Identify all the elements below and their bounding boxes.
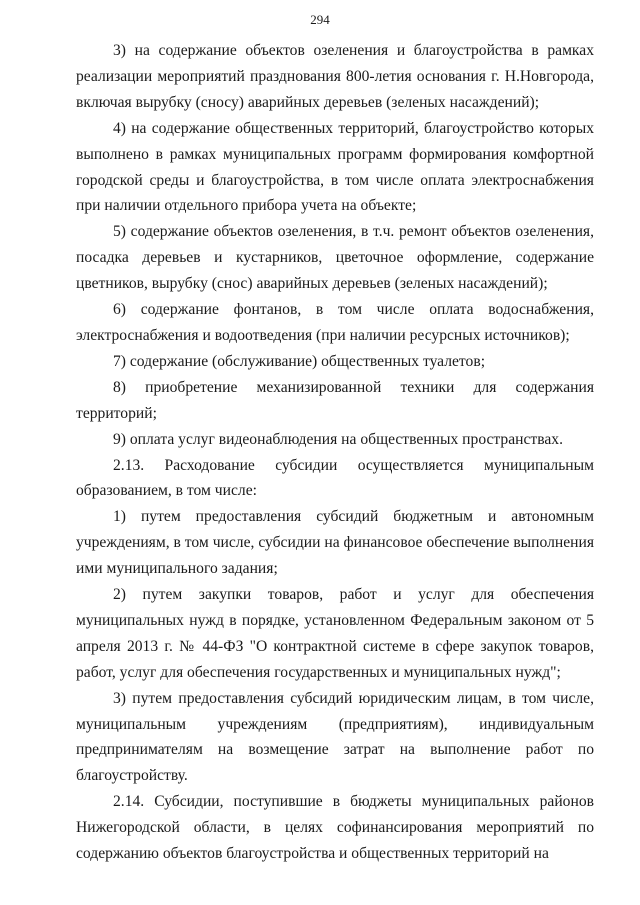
paragraph-item-3: 3) на содержание объектов озеленения и благоустройства в рамках реализации мероприятий празднования 800-летия основания г. Н.Новгорода, включая вырубку (сносу) аварийных деревьев (зеленых насаждений); (76, 42, 594, 111)
paragraph-item-8: 8) приобретение механизированной техники для содержания территорий; (76, 378, 594, 422)
paragraph-section-2-13: 2.13. Расходование субсидии осуществляется муниципальным образованием, в том числе: (76, 456, 594, 500)
paragraph-item-6: 6) содержание фонтанов, в том числе оплата водоснабжения, электроснабжения и водоотведения (при наличии ресурсных источников); (76, 301, 594, 344)
paragraph-item-5: 5) содержание объектов озеленения, в т.ч. ремонт объектов озеленения, посадка деревьев и кустарников, цветочное оформление, содержание цветников, вырубку (снос) аварийных деревьев (зеленых насаждений); (76, 223, 594, 293)
paragraph-subitem-1: 1) путем предоставления субсидий бюджетным и автономным учреждениям, в том числе, субсидии на финансовое обеспечение выполнения ими муниципального задания; (76, 508, 594, 578)
paragraph-item-7: 7) содержание (обслуживание) общественных туалетов; (113, 352, 486, 370)
document-body (76, 38, 594, 867)
page-number: 294 (310, 12, 330, 27)
paragraph-item-9: 9) оплата услуг видеонаблюдения на общественных пространствах. (113, 430, 564, 448)
paragraph-item-4: 4) на содержание общественных территорий, благоустройство которых выполнено в рамках муниципальных программ формирования комфортной городской среды и благоустройства, в том числе оплата электроснабжения при наличии отдельного прибора учета на объекте; (76, 119, 594, 215)
paragraph-subitem-3: 3) путем предоставления субсидий юридическим лицам, в том числе, муниципальным учреждениям (предприятиям), индивидуальным предпринимателям на возмещение затрат на выполнение работ по благоустройству. (76, 689, 594, 785)
paragraph-section-2-14: 2.14. Субсидии, поступившие в бюджеты муниципальных районов Нижегородской области, в целях софинансирования мероприятий по содержанию объектов благоустройства и общественных территорий на (76, 793, 594, 863)
paragraph-subitem-2: 2) путем закупки товаров, работ и услуг для обеспечения муниципальных нужд в порядке, установленном Федеральным законом от 5 апреля 2013 г. № 44-ФЗ "О контрактной системе в сфере закупок товаров, работ, услуг для обеспечения государственных и муниципальных нужд"; (76, 586, 594, 681)
